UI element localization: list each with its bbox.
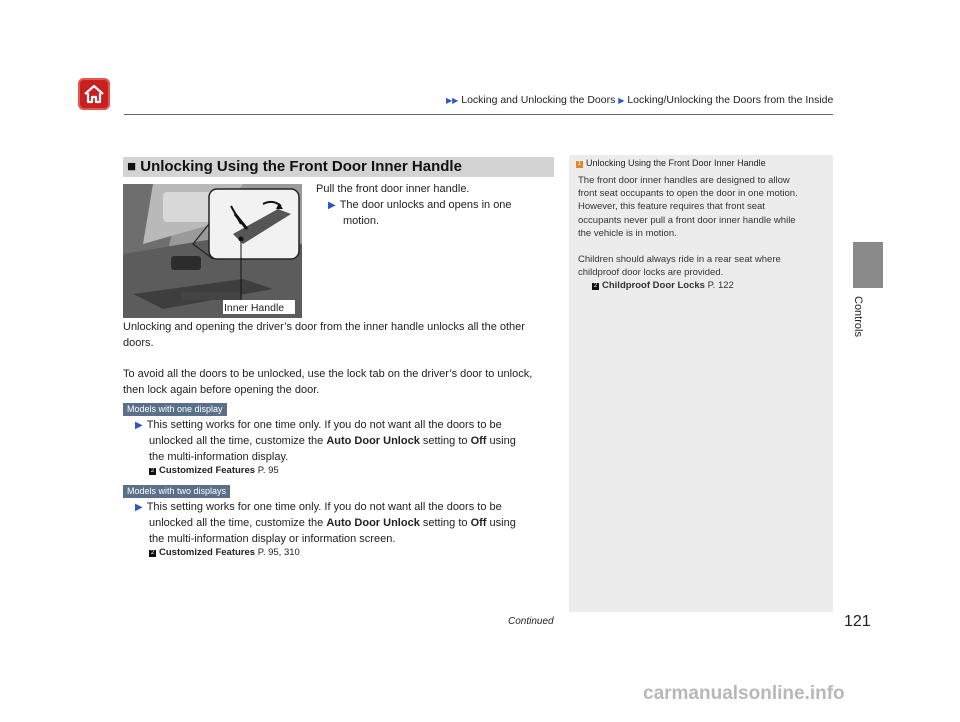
breadcrumb-arrow-icon: ▶▶ [446,96,459,105]
sub-arrow-icon: ▶ [328,200,336,211]
sub-arrow-icon: ▶ [135,502,143,513]
breadcrumb-arrow-icon: ▶ [618,96,625,105]
sidebar-body: The front door inner handles are designed to allow front seat occupants to open the door in one motion. However, this feature requires that front seat occupants never pull a front door inner handle while the vehicle is in motion. Children should always ride in a rear seat where childproof door locks are provided. 2 Childproof Door Locks P. 122 [578,174,828,293]
setting-name: Auto Door Unlock [326,517,420,529]
section-title: ■ Unlocking Using the Front Door Inner Handle [127,158,462,175]
variant-text: ▶ This setting works for one time only. If you do not want all the doors to be [135,419,502,431]
section-heading [123,157,554,177]
reference-icon: 2 [150,468,155,474]
intro-text: Pull the front door inner handle. [316,183,470,195]
breadcrumb-item[interactable]: Locking/Unlocking the Doors from the Inside [627,94,834,106]
paragraph: then lock again before opening the door. [123,384,320,396]
continued-label: Continued [508,616,554,627]
home-button[interactable] [78,78,110,110]
cross-reference-link[interactable]: 2 Childproof Door Locks P. 122 [593,280,734,292]
paragraph: Unlocking and opening the driver’s door from the inner handle unlocks all the other [123,321,525,333]
variant-text: unlocked all the time, customize the Auto Door Unlock setting to Off using [149,435,516,447]
setting-value: Off [470,517,487,529]
intro-subtext: ▶ The door unlocks and opens in one [328,199,512,211]
model-badge: Models with two displays [123,485,230,498]
variant-text: ▶ This setting works for one time only. If you do not want all the doors to be [135,501,502,513]
note-icon: 1 [577,161,582,167]
breadcrumb-item[interactable]: Locking and Unlocking the Doors [461,94,616,106]
setting-name: Auto Door Unlock [326,435,420,447]
intro-subtext: motion. [343,215,380,227]
model-badge: Models with one display [123,403,227,416]
home-icon [82,82,106,106]
variant-text: unlocked all the time, customize the Auto Door Unlock setting to Off using [149,517,516,529]
header-rule [124,114,833,115]
chapter-tab-label: Controls [852,296,864,337]
variant-text: the multi-information display. [149,451,289,463]
sub-arrow-icon: ▶ [135,420,143,431]
setting-value: Off [470,435,487,447]
breadcrumb [446,94,833,106]
paragraph: doors. [123,337,154,349]
door-handle-photo [123,184,302,318]
cross-reference-link[interactable]: 2 Customized Features P. 95 [150,465,279,476]
sidebar-title: 1 Unlocking Using the Front Door Inner Handle [577,158,766,168]
page-number: 121 [844,613,871,630]
reference-icon: 2 [593,283,598,290]
cross-reference-link[interactable]: 2 Customized Features P. 95, 310 [150,547,300,558]
paragraph: To avoid all the doors to be unlocked, use the lock tab on the driver’s door to unlock, [123,368,533,380]
figure-label: Inner Handle [224,302,285,314]
reference-icon: 2 [150,550,155,556]
chapter-tab[interactable] [853,242,883,288]
watermark: carmanualsonline.info [643,683,845,704]
variant-text: the multi-information display or information screen. [149,533,396,545]
